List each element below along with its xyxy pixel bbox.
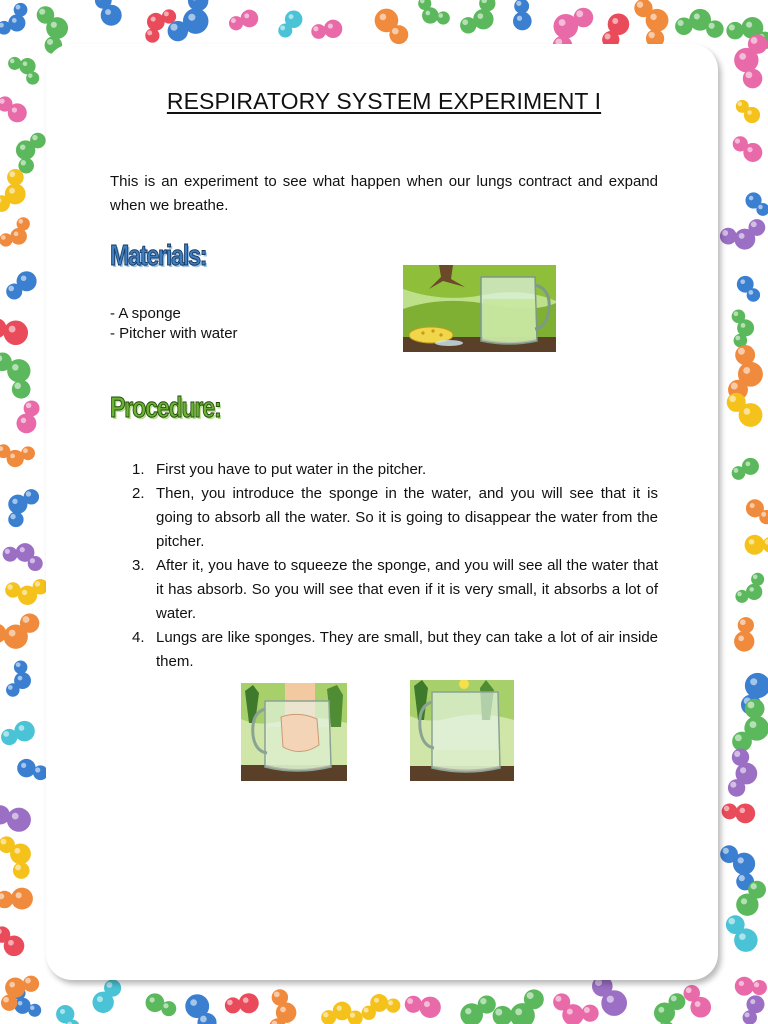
molecule-decoration: [56, 1005, 80, 1024]
molecule-decoration: [727, 393, 763, 427]
material-item: - A sponge: [110, 305, 181, 322]
molecule-decoration: [675, 9, 724, 38]
molecule-decoration: [722, 803, 756, 823]
molecule-decoration: [92, 979, 121, 1012]
molecule-decoration: [311, 20, 342, 39]
molecule-decoration: [732, 458, 759, 480]
procedure-heading: Procedure:: [110, 392, 221, 424]
molecule-decoration: [17, 400, 40, 433]
molecule-decoration: [146, 993, 177, 1016]
molecule-decoration: [0, 805, 31, 832]
procedure-steps: [130, 458, 658, 674]
procedure-step: [130, 458, 658, 482]
molecule-decoration: [225, 993, 259, 1013]
molecule-decoration: [5, 579, 48, 605]
step-number: 2.: [132, 485, 145, 502]
molecule-decoration: [0, 836, 31, 878]
empty-pitcher-illustration: [410, 680, 514, 781]
molecule-decoration: [229, 10, 258, 31]
molecule-decoration: [278, 11, 302, 38]
molecule-decoration: [720, 219, 765, 249]
molecule-decoration: [720, 845, 755, 890]
molecule-decoration: [0, 318, 28, 345]
molecule-decoration: [460, 995, 495, 1024]
material-item: - Pitcher with water: [110, 325, 238, 342]
step-text: Then, you introduce the sponge in the water, and you will see that it is going to absorb all the water. So it is going to disappear the water from the pitcher.: [156, 485, 658, 550]
materials-heading: Materials:: [110, 240, 207, 272]
molecule-decoration: [8, 489, 39, 527]
step-text: Lungs are like sponges. They are small, but they can take a lot of air inside them.: [156, 629, 658, 670]
step-text: First you have to put water in the pitcher.: [156, 461, 427, 478]
molecule-decoration: [0, 444, 35, 467]
molecule-decoration: [737, 276, 760, 302]
molecule-decoration: [269, 989, 296, 1024]
molecule-decoration: [460, 0, 495, 33]
molecule-decoration: [513, 0, 532, 30]
molecule-decoration: [553, 993, 599, 1024]
molecule-decoration: [493, 989, 544, 1024]
step-number: 3.: [132, 557, 145, 574]
procedure-step: [130, 482, 658, 554]
molecule-decoration: [634, 0, 668, 48]
procedure-step: [130, 554, 658, 626]
molecule-decoration: [0, 217, 30, 246]
molecule-decoration: [734, 34, 767, 88]
molecule-decoration: [3, 543, 43, 571]
molecule-decoration: [654, 993, 685, 1024]
molecule-decoration: [0, 613, 39, 648]
step-text: After it, you have to squeeze the sponge, and you will see all the water that it has absorb. So you will see that even if it is very small, it absorbs a lot of water.: [156, 557, 658, 622]
molecule-decoration: [735, 977, 767, 996]
squeezing-sponge-illustration: [241, 683, 347, 781]
molecule-decoration: [0, 352, 31, 398]
molecule-decoration: [8, 57, 39, 85]
materials-list: [110, 304, 238, 344]
step-number: 1.: [132, 461, 145, 478]
molecule-decoration: [17, 759, 48, 780]
molecule-decoration: [732, 310, 754, 348]
molecule-decoration: [726, 915, 758, 952]
pitcher-with-sponge-illustration: [403, 265, 556, 352]
molecule-decoration: [95, 0, 122, 26]
molecule-decoration: [0, 888, 33, 910]
molecule-decoration: [321, 1002, 363, 1024]
molecule-decoration: [745, 192, 768, 215]
procedure-step: [130, 626, 658, 674]
molecule-decoration: [6, 271, 36, 299]
page-title: RESPIRATORY SYSTEM EXPERIMENT I: [166, 88, 602, 114]
molecule-decoration: [0, 169, 26, 212]
molecule-decoration: [16, 133, 46, 174]
molecule-decoration: [733, 136, 763, 162]
molecule-decoration: [743, 995, 765, 1024]
molecule-decoration: [735, 573, 764, 603]
molecule-decoration: [728, 345, 763, 400]
molecule-decoration: [683, 985, 711, 1017]
molecule-decoration: [1, 721, 35, 745]
molecule-decoration: [734, 617, 754, 651]
molecule-decoration: [745, 535, 768, 555]
molecule-decoration: [0, 926, 24, 956]
molecule-decoration: [728, 749, 757, 797]
molecule-decoration: [732, 699, 768, 752]
molecule-decoration: [418, 0, 450, 25]
molecule-decoration: [185, 994, 216, 1024]
step-number: 4.: [132, 629, 145, 646]
molecule-decoration: [362, 994, 401, 1020]
molecule-decoration: [375, 9, 409, 44]
intro-paragraph: This is an experiment to see what happen when our lungs contract and expand when we breathe.: [110, 173, 658, 214]
molecule-decoration: [6, 660, 31, 696]
molecule-decoration: [746, 499, 768, 524]
molecule-decoration: [0, 3, 27, 35]
molecule-decoration: [405, 996, 441, 1018]
